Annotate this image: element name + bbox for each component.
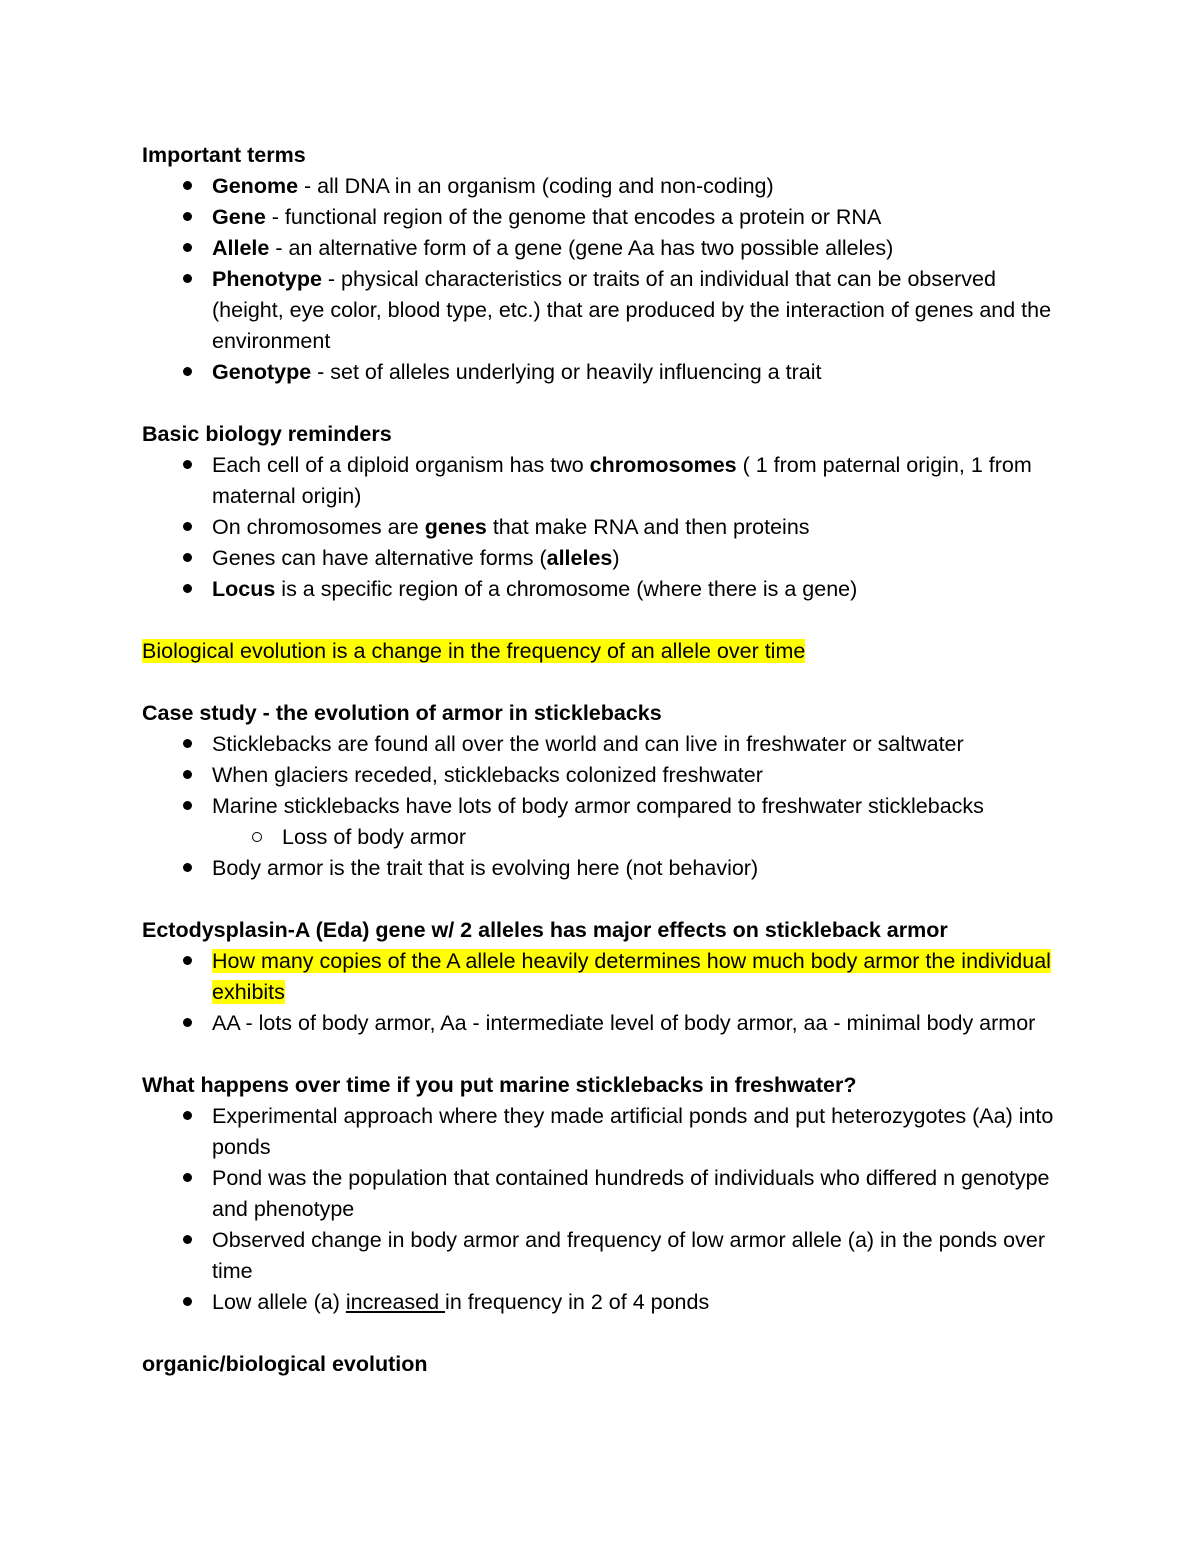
bullet-icon bbox=[180, 450, 194, 481]
text-segment: Each cell of a diploid organism has two bbox=[212, 453, 590, 477]
bullet-icon bbox=[180, 543, 194, 574]
spacer bbox=[142, 1039, 1072, 1070]
text-segment: Genes can have alternative forms ( bbox=[212, 546, 547, 570]
bullet-icon bbox=[180, 1225, 194, 1256]
list-item bbox=[142, 574, 1072, 605]
heading-experiment: What happens over time if you put marine sticklebacks in freshwater? bbox=[142, 1073, 857, 1097]
heading-important-terms: Important terms bbox=[142, 143, 306, 167]
bullet-icon bbox=[180, 574, 194, 605]
text-segment: ( 1 from paternal origin, 1 from maternal origin) bbox=[212, 453, 1032, 508]
list-item bbox=[142, 357, 1072, 388]
heading-eda-gene: Ectodysplasin-A (Eda) gene w/ 2 alleles has major effects on stickleback armor bbox=[142, 918, 948, 942]
spacer bbox=[142, 605, 1072, 636]
text-segment: Observed change in body armor and frequency of low armor allele (a) in the ponds over time bbox=[212, 1228, 1045, 1283]
basics-list bbox=[142, 450, 1072, 605]
experiment-list bbox=[142, 1101, 1072, 1318]
bullet-icon bbox=[180, 729, 194, 760]
bullet-icon bbox=[180, 853, 194, 884]
highlighted-text: How many copies of the A allele heavily determines how much body armor the individual exhibits bbox=[212, 949, 1051, 1004]
list-item bbox=[142, 1163, 1072, 1225]
text-segment: Marine sticklebacks have lots of body armor compared to freshwater sticklebacks bbox=[212, 794, 984, 818]
list-item bbox=[142, 729, 1072, 760]
text-segment: When glaciers receded, sticklebacks colonized freshwater bbox=[212, 763, 763, 787]
list-item bbox=[142, 853, 1072, 884]
terms-list bbox=[142, 171, 1072, 388]
hollow-bullet-icon bbox=[250, 822, 264, 853]
list-item bbox=[142, 233, 1072, 264]
bullet-icon bbox=[180, 1008, 194, 1039]
text-segment: AA - lots of body armor, Aa - intermediate level of body armor, aa - minimal body armor bbox=[212, 1011, 1036, 1035]
text-segment: ) bbox=[612, 546, 620, 570]
bullet-icon bbox=[180, 202, 194, 233]
spacer bbox=[142, 667, 1072, 698]
list-item bbox=[142, 1225, 1072, 1287]
bold-term: alleles bbox=[546, 546, 613, 570]
list-item bbox=[142, 791, 1072, 822]
heading-basic-biology: Basic biology reminders bbox=[142, 422, 392, 446]
term-allele: Allele bbox=[212, 236, 270, 260]
term-definition: - an alternative form of a gene (gene Aa has two possible alleles) bbox=[269, 236, 894, 260]
term-gene: Gene bbox=[212, 205, 266, 229]
list-item bbox=[142, 543, 1072, 574]
bullet-icon bbox=[180, 1287, 194, 1318]
bullet-icon bbox=[180, 264, 194, 295]
heading-case-study: Case study - the evolution of armor in sticklebacks bbox=[142, 701, 662, 725]
list-item bbox=[142, 1101, 1072, 1163]
eda-list bbox=[142, 946, 1072, 1039]
bullet-icon bbox=[180, 512, 194, 543]
term-definition: - all DNA in an organism (coding and non-coding) bbox=[298, 174, 774, 198]
bold-term: chromosomes bbox=[589, 453, 737, 477]
case-study-list bbox=[142, 729, 1072, 884]
text-segment: On chromosomes are bbox=[212, 515, 425, 539]
bullet-icon bbox=[180, 171, 194, 202]
spacer bbox=[142, 1318, 1072, 1349]
list-item bbox=[142, 512, 1072, 543]
term-definition: - functional region of the genome that encodes a protein or RNA bbox=[265, 205, 882, 229]
term-genotype: Genotype bbox=[212, 360, 312, 384]
bullet-icon bbox=[180, 233, 194, 264]
document-page bbox=[142, 140, 1072, 1380]
text-segment: is a specific region of a chromosome (where there is a gene) bbox=[275, 577, 858, 601]
section-case-study bbox=[142, 698, 1072, 884]
list-item bbox=[142, 264, 1072, 357]
text-segment: Loss of body armor bbox=[282, 825, 467, 849]
section-eda-gene bbox=[142, 915, 1072, 1039]
term-definition: - physical characteristics or traits of an individual that can be observed (height, eye color, blood type, etc.) that are produced by the interaction of genes and the environment bbox=[212, 267, 1052, 353]
list-item bbox=[142, 202, 1072, 233]
bullet-icon bbox=[180, 760, 194, 791]
list-item bbox=[142, 450, 1072, 512]
sub-list-item bbox=[142, 822, 1072, 853]
bold-term: genes bbox=[424, 515, 487, 539]
bullet-icon bbox=[180, 946, 194, 977]
section-important-terms bbox=[142, 140, 1072, 388]
text-segment: that make RNA and then proteins bbox=[486, 515, 810, 539]
term-genome: Genome bbox=[212, 174, 299, 198]
text-segment: Body armor is the trait that is evolving here (not behavior) bbox=[212, 856, 759, 880]
list-item bbox=[142, 1008, 1072, 1039]
spacer bbox=[142, 884, 1072, 915]
term-phenotype: Phenotype bbox=[212, 267, 322, 291]
text-segment: Pond was the population that contained hundreds of individuals who differed n genotype and phenotype bbox=[212, 1166, 1050, 1221]
bullet-icon bbox=[180, 791, 194, 822]
text-segment: in frequency in 2 of 4 ponds bbox=[445, 1290, 710, 1314]
bullet-icon bbox=[180, 1101, 194, 1132]
list-item bbox=[142, 1287, 1072, 1318]
term-definition: - set of alleles underlying or heavily influencing a trait bbox=[311, 360, 822, 384]
definition-line bbox=[142, 636, 1072, 667]
list-item bbox=[142, 760, 1072, 791]
bullet-icon bbox=[180, 357, 194, 388]
highlighted-definition: Biological evolution is a change in the frequency of an allele over time bbox=[142, 639, 806, 663]
heading-organic-evolution: organic/biological evolution bbox=[142, 1352, 428, 1376]
section-experiment bbox=[142, 1070, 1072, 1318]
list-item bbox=[142, 946, 1072, 1008]
bold-term: Locus bbox=[212, 577, 276, 601]
spacer bbox=[142, 388, 1072, 419]
text-segment: Experimental approach where they made artificial ponds and put heterozygotes (Aa) into ponds bbox=[212, 1104, 1054, 1159]
underlined-text: increased bbox=[345, 1290, 446, 1314]
section-basic-biology bbox=[142, 419, 1072, 605]
bullet-icon bbox=[180, 1163, 194, 1194]
text-segment: Low allele (a) bbox=[212, 1290, 346, 1314]
list-item bbox=[142, 171, 1072, 202]
text-segment: Sticklebacks are found all over the world and can live in freshwater or saltwater bbox=[212, 732, 964, 756]
